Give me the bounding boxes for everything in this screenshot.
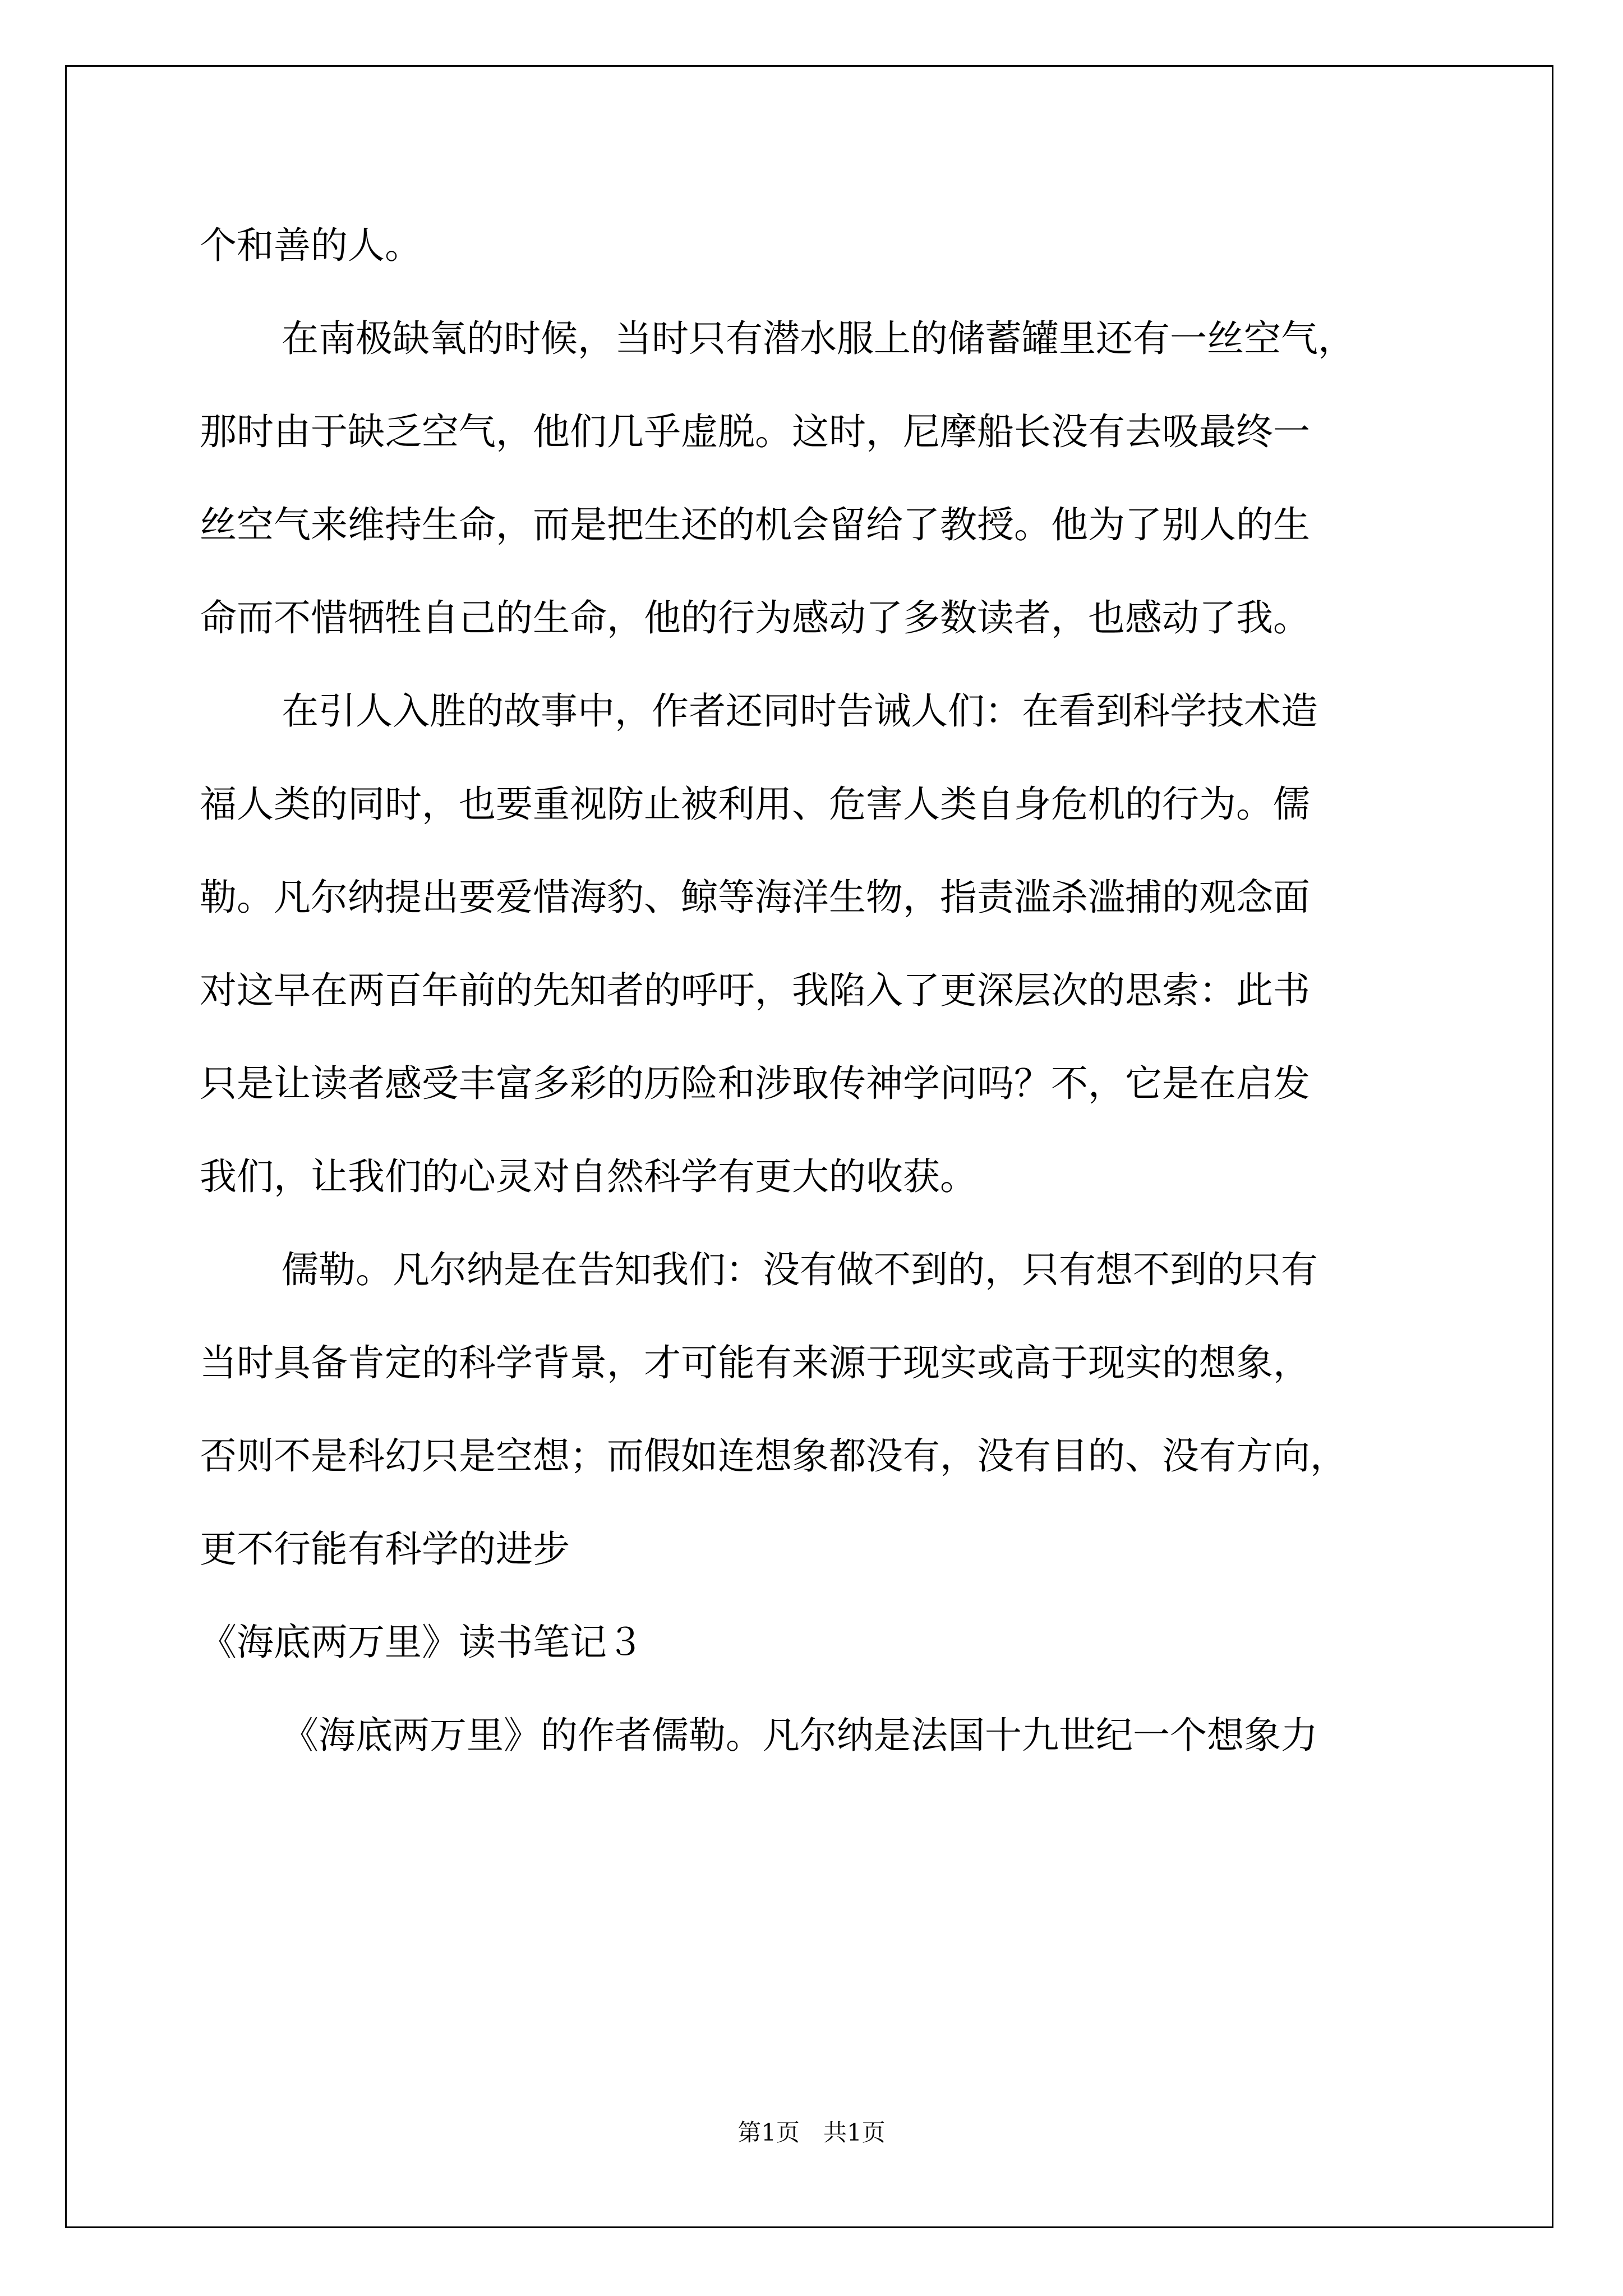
paragraph-line: 《海底两万里》的作者儒勒。凡尔纳是法国十九世纪一个想象力 [282, 1714, 1318, 1757]
paragraph-line: 当时具备肯定的科学背景，才可能有来源于现实或高于现实的想象， [200, 1341, 1310, 1384]
paragraph-line: 在引人入胜的故事中，作者还同时告诫人们：在看到科学技术造 [282, 689, 1318, 733]
paragraph-line: 对这早在两百年前的先知者的呼吁，我陷入了更深层次的思索：此书 [200, 969, 1310, 1012]
paragraph-line: 福人类的同时，也要重视防止被利用、危害人类自身危机的行为。儒 [200, 783, 1310, 826]
paragraph-line: 我们，让我们的心灵对自然科学有更大的收获。 [200, 1155, 977, 1198]
paragraph-line: 更不行能有科学的进步 [200, 1527, 570, 1571]
paragraph-line: 否则不是科幻只是空想；而假如连想象都没有，没有目的、没有方向， [200, 1434, 1347, 1478]
section-heading: 《海底两万里》读书笔记３ [200, 1621, 644, 1664]
paragraph-line: 在南极缺氧的时候，当时只有潜水服上的储蓄罐里还有一丝空气， [282, 317, 1355, 360]
paragraph-line: 那时由于缺乏空气，他们几乎虚脱。这时，尼摩船长没有去吸最终一 [200, 410, 1310, 453]
paragraph-line: 丝空气来维持生命，而是把生还的机会留给了教授。他为了别人的生 [200, 503, 1310, 546]
paragraph-line: 命而不惜牺牲自己的生命，他的行为感动了多数读者，也感动了我。 [200, 596, 1310, 639]
paragraph-line: 勒。凡尔纳提出要爱惜海豹、鲸等海洋生物，指责滥杀滥捕的观念面 [200, 876, 1310, 919]
paragraph-line: 个和善的人。 [200, 224, 422, 267]
paragraph-line: 儒勒。凡尔纳是在告知我们：没有做不到的，只有想不到的只有 [282, 1248, 1318, 1291]
paragraph-line: 只是让读者感受丰富多彩的历险和涉取传神学问吗？不，它是在启发 [200, 1062, 1310, 1105]
page-footer: 第1页 共1页 [737, 2119, 886, 2146]
